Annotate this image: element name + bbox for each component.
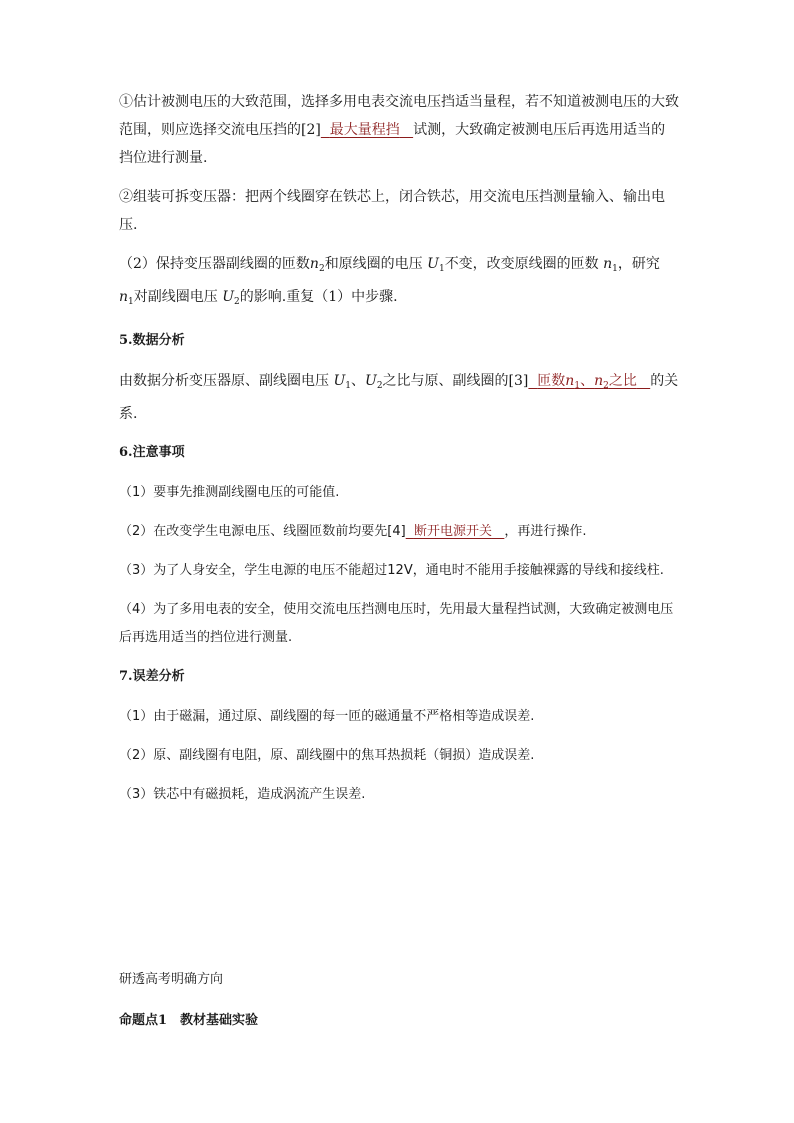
step-3-paragraph: （2）保持变压器副线圈的匝数$n_2$和原线圈的电压 $U_1$不变，改变原线圈的匝数 $n_1$，研究 $n_1$对副线圈电压 $U_2$的影响.重复（1）中步骤. (119, 256, 660, 307)
var-u1: $U_1$ (427, 256, 445, 274)
var-n1: $n_1$ (119, 289, 134, 307)
step-1-paragraph: ①估计被测电压的大致范围，选择多用电表交流电压挡适当量程，若不知道被测电压的大致范围，则应选择交流电压挡的[2] 最大量程挡 试测，大致确定被测电压后再选用适当的挡位进行测量. (119, 94, 679, 166)
section-7-heading: 7.误差分析 (119, 669, 185, 684)
var-n2: $n_2$ (309, 256, 325, 274)
notice-item-1: （1）要事先推测副线圈电压的可能值. (119, 485, 340, 500)
section-5-paragraph: 由数据分析变压器原、副线圈电压 $U_1$、$U_2$之比与原、副线圈的[3] 匝数$n_1$、$n_2$之比 的关系. (119, 373, 679, 422)
error-item-2: （2）原、副线圈有电阻，原、副线圈中的焦耳热损耗（铜损）造成误差. (119, 748, 535, 763)
section-subtitle: 命题点1 教材基础实验 (119, 1013, 259, 1028)
section-6-heading: 6.注意事项 (119, 445, 185, 460)
answer-blank-2: 最大量程挡 (329, 122, 400, 138)
notice-item-4: （4）为了多用电表的安全，使用交流电压挡测电压时，先用最大量程挡试测，大致确定被测电压后再选用适当的挡位进行测量. (119, 602, 674, 645)
document-body (119, 88, 679, 820)
var-n1: $n_1$ (603, 256, 618, 274)
step-2-paragraph: ②组装可拆变压器：把两个线圈穿在铁芯上，闭合铁芯，用交流电压挡测量输入、输出电压. (119, 189, 665, 233)
section-title: 研透高考明确方向 (119, 972, 224, 987)
notice-item-2: （2）在改变学生电源电压、线圈匝数前均要先[4] 断开电源开关 ，再进行操作. (119, 524, 587, 539)
error-item-1: （1）由于磁漏，通过原、副线圈的每一匝的磁通量不严格相等造成误差. (119, 709, 535, 724)
section-5-heading: 5.数据分析 (119, 333, 185, 348)
var-u2: $U_2$ (365, 373, 383, 391)
answer-blank-3: 匝数$n_1$、$n_2$之比 (537, 373, 637, 391)
answer-blank-4: 断开电源开关 (413, 524, 492, 539)
error-item-3: （3）铁芯中有磁损耗，造成涡流产生误差. (119, 787, 366, 802)
var-u2: $U_2$ (222, 289, 240, 307)
notice-item-3: （3）为了人身安全，学生电源的电压不能超过12V，通电时不能用手接触裸露的导线和接线柱. (119, 563, 664, 578)
var-u1: $U_1$ (333, 373, 351, 391)
